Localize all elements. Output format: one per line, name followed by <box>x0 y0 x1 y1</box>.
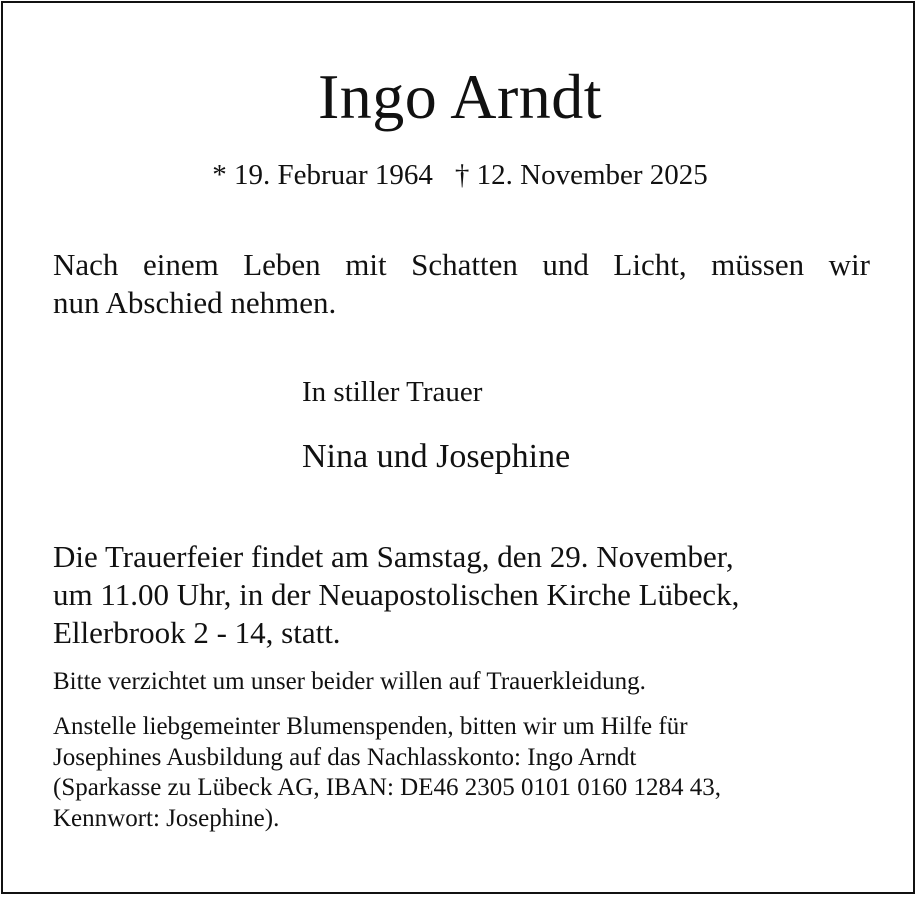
death-date: † 12. November 2025 <box>454 159 708 191</box>
quote-line: nun Abschied nehmen. <box>53 285 337 320</box>
donation-line: Josephines Ausbildung auf das Nachlasskonto: Ingo Arndt <box>53 743 637 771</box>
ceremony-line: Die Trauerfeier findet am Samstag, den 29. November, <box>53 539 734 574</box>
life-dates <box>3 158 917 192</box>
ceremony-details <box>53 538 883 652</box>
donation-note <box>53 712 893 834</box>
quote-line: Nach einem Leben mit Schatten und Licht, müssen wir <box>53 247 870 282</box>
birth-date: * 19. Februar 1964 <box>212 159 433 191</box>
mourning-label: In stiller Trauer <box>302 376 483 408</box>
donation-line: (Sparkasse zu Lübeck AG, IBAN: DE46 2305 0101 0160 1284 43, <box>53 774 721 801</box>
mourners-names: Nina und Josephine <box>302 438 571 475</box>
dress-note: Bitte verzichtet um unser beider willen auf Trauerkleidung. <box>53 668 646 695</box>
ceremony-line: Ellerbrook 2 - 14, statt. <box>53 615 341 650</box>
donation-line: Kennwort: Josephine). <box>53 804 280 832</box>
farewell-quote <box>53 246 870 322</box>
obituary-frame <box>1 1 915 894</box>
donation-line: Anstelle liebgemeinter Blumenspenden, bitten wir um Hilfe für <box>53 713 688 740</box>
ceremony-line: um 11.00 Uhr, in der Neuapostolischen Kirche Lübeck, <box>53 577 740 612</box>
deceased-name: Ingo Arndt <box>317 61 603 132</box>
